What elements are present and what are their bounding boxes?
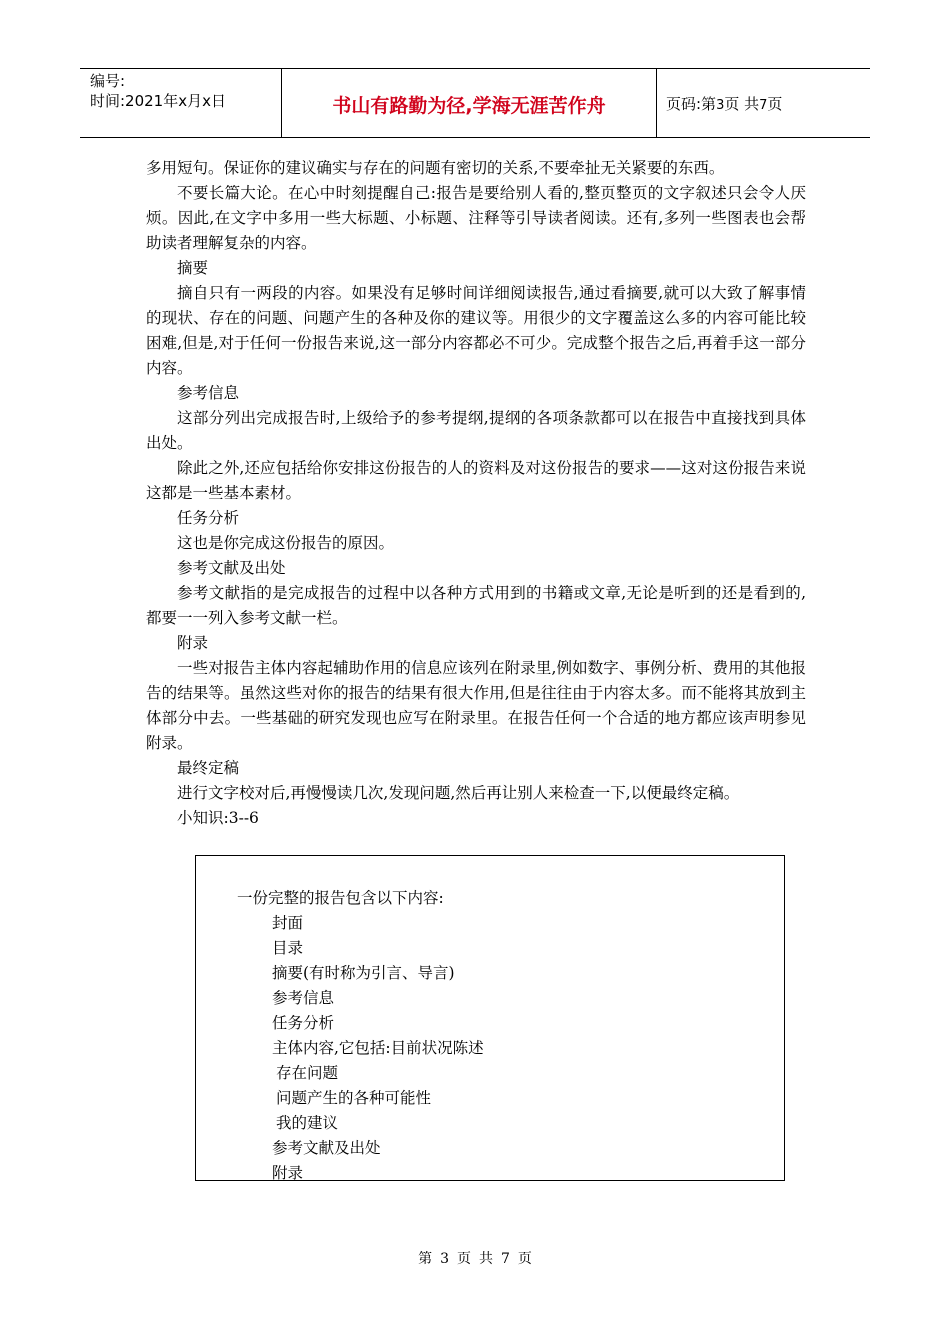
body-paragraph: 多用短句。保证你的建议确实与存在的问题有密切的关系,不要牵扯无关紧要的东西。 <box>146 159 725 177</box>
footer-word: 页 <box>517 1251 532 1267</box>
header-motto: 书山有路勤为径,学海无涯苦作舟 <box>332 95 606 117</box>
body-paragraph: 参考文献及出处 <box>177 559 286 577</box>
knowledge-box-item: 问题产生的各种可能性 <box>276 1089 432 1107</box>
knowledge-box-list <box>272 911 484 1186</box>
knowledge-box-item: 存在问题 <box>276 1064 339 1082</box>
footer-word: 共 <box>479 1251 493 1267</box>
body-paragraph: 参考信息 <box>177 384 240 402</box>
body-paragraph: 小知识:3--6 <box>177 809 259 827</box>
page-mid: 页 共 <box>724 95 760 113</box>
body-paragraph: 这部分列出完成报告时,上级给予的参考提纲,提纲的各项条款都可以在报告中直接找到具体出处。 <box>146 409 806 452</box>
document-number-label: 编号: <box>90 72 126 90</box>
body-paragraph: 不要长篇大论。在心中时刻提醒自己:报告是要给别人看的,整页整页的文字叙述只会令人厌烦。因此,在文字中多用一些大标题、小标题、注释等引导读者阅读。还有,多列一些图表也会帮助读者理解复杂的内容。 <box>146 184 806 252</box>
footer-total-pages: 7 <box>501 1251 510 1267</box>
body-paragraph: 最终定稿 <box>177 759 240 777</box>
page-suffix: 页 <box>767 95 783 113</box>
knowledge-box-item: 附录 <box>272 1164 304 1182</box>
knowledge-box-item: 摘要(有时称为引言、导言) <box>272 964 455 982</box>
knowledge-box-item: 目录 <box>272 939 304 957</box>
knowledge-box-item: 主体内容,它包括:目前状况陈述 <box>272 1039 484 1057</box>
header-page-info <box>666 93 782 114</box>
knowledge-box-title: 一份完整的报告包含以下内容: <box>237 889 444 907</box>
body-paragraph: 进行文字校对后,再慢慢读几次,发现问题,然后再让别人来检查一下,以便最终定稿。 <box>177 784 740 802</box>
body-paragraph: 摘自只有一两段的内容。如果没有足够时间详细阅读报告,通过看摘要,就可以大致了解事情的现状、存在的问题、问题产生的各种及你的建议等。用很少的文字覆盖这么多的内容可能比较困难,但是,对于任何一份报告来说,这一部分内容都必不可少。完成整个报告之后,再着手这一部分内容。 <box>146 284 806 377</box>
footer-current-page: 3 <box>440 1251 449 1267</box>
knowledge-box-item: 参考信息 <box>272 989 335 1007</box>
body-paragraph: 这也是你完成这份报告的原因。 <box>177 534 395 552</box>
header-meta <box>90 71 226 111</box>
page-prefix: 页码:第 <box>666 95 717 113</box>
page-total-number: 7 <box>759 98 768 113</box>
footer-word: 页 <box>457 1251 471 1267</box>
body-paragraph: 附录 <box>177 634 209 652</box>
document-body <box>146 156 806 831</box>
knowledge-box <box>195 855 785 1181</box>
page-footer <box>0 1248 950 1268</box>
knowledge-box-item: 封面 <box>272 914 304 932</box>
footer-word: 第 <box>418 1251 433 1267</box>
document-time-label: 时间:2021年x月x日 <box>90 92 226 110</box>
header-divider <box>656 69 657 137</box>
body-paragraph: 摘要 <box>177 259 209 277</box>
knowledge-box-item: 参考文献及出处 <box>272 1139 381 1157</box>
page-header <box>80 68 870 138</box>
knowledge-box-item: 任务分析 <box>272 1014 335 1032</box>
body-paragraph: 任务分析 <box>177 509 240 527</box>
body-paragraph: 参考文献指的是完成报告的过程中以各种方式用到的书籍或文章,无论是听到的还是看到的,都要一一列入参考文献一栏。 <box>146 584 806 627</box>
page-current-number: 3 <box>716 98 725 113</box>
body-paragraph: 一些对报告主体内容起辅助作用的信息应该列在附录里,例如数字、事例分析、费用的其他报告的结果等。虽然这些对你的报告的结果有很大作用,但是往往由于内容太多。而不能将其放到主体部分中去。一些基础的研究发现也应写在附录里。在报告任何一个合适的地方都应该声明参见附录。 <box>146 659 806 752</box>
body-paragraph: 除此之外,还应包括给你安排这份报告的人的资料及对这份报告的要求——这对这份报告来说这都是一些基本素材。 <box>146 459 806 502</box>
knowledge-box-item: 我的建议 <box>276 1114 339 1132</box>
